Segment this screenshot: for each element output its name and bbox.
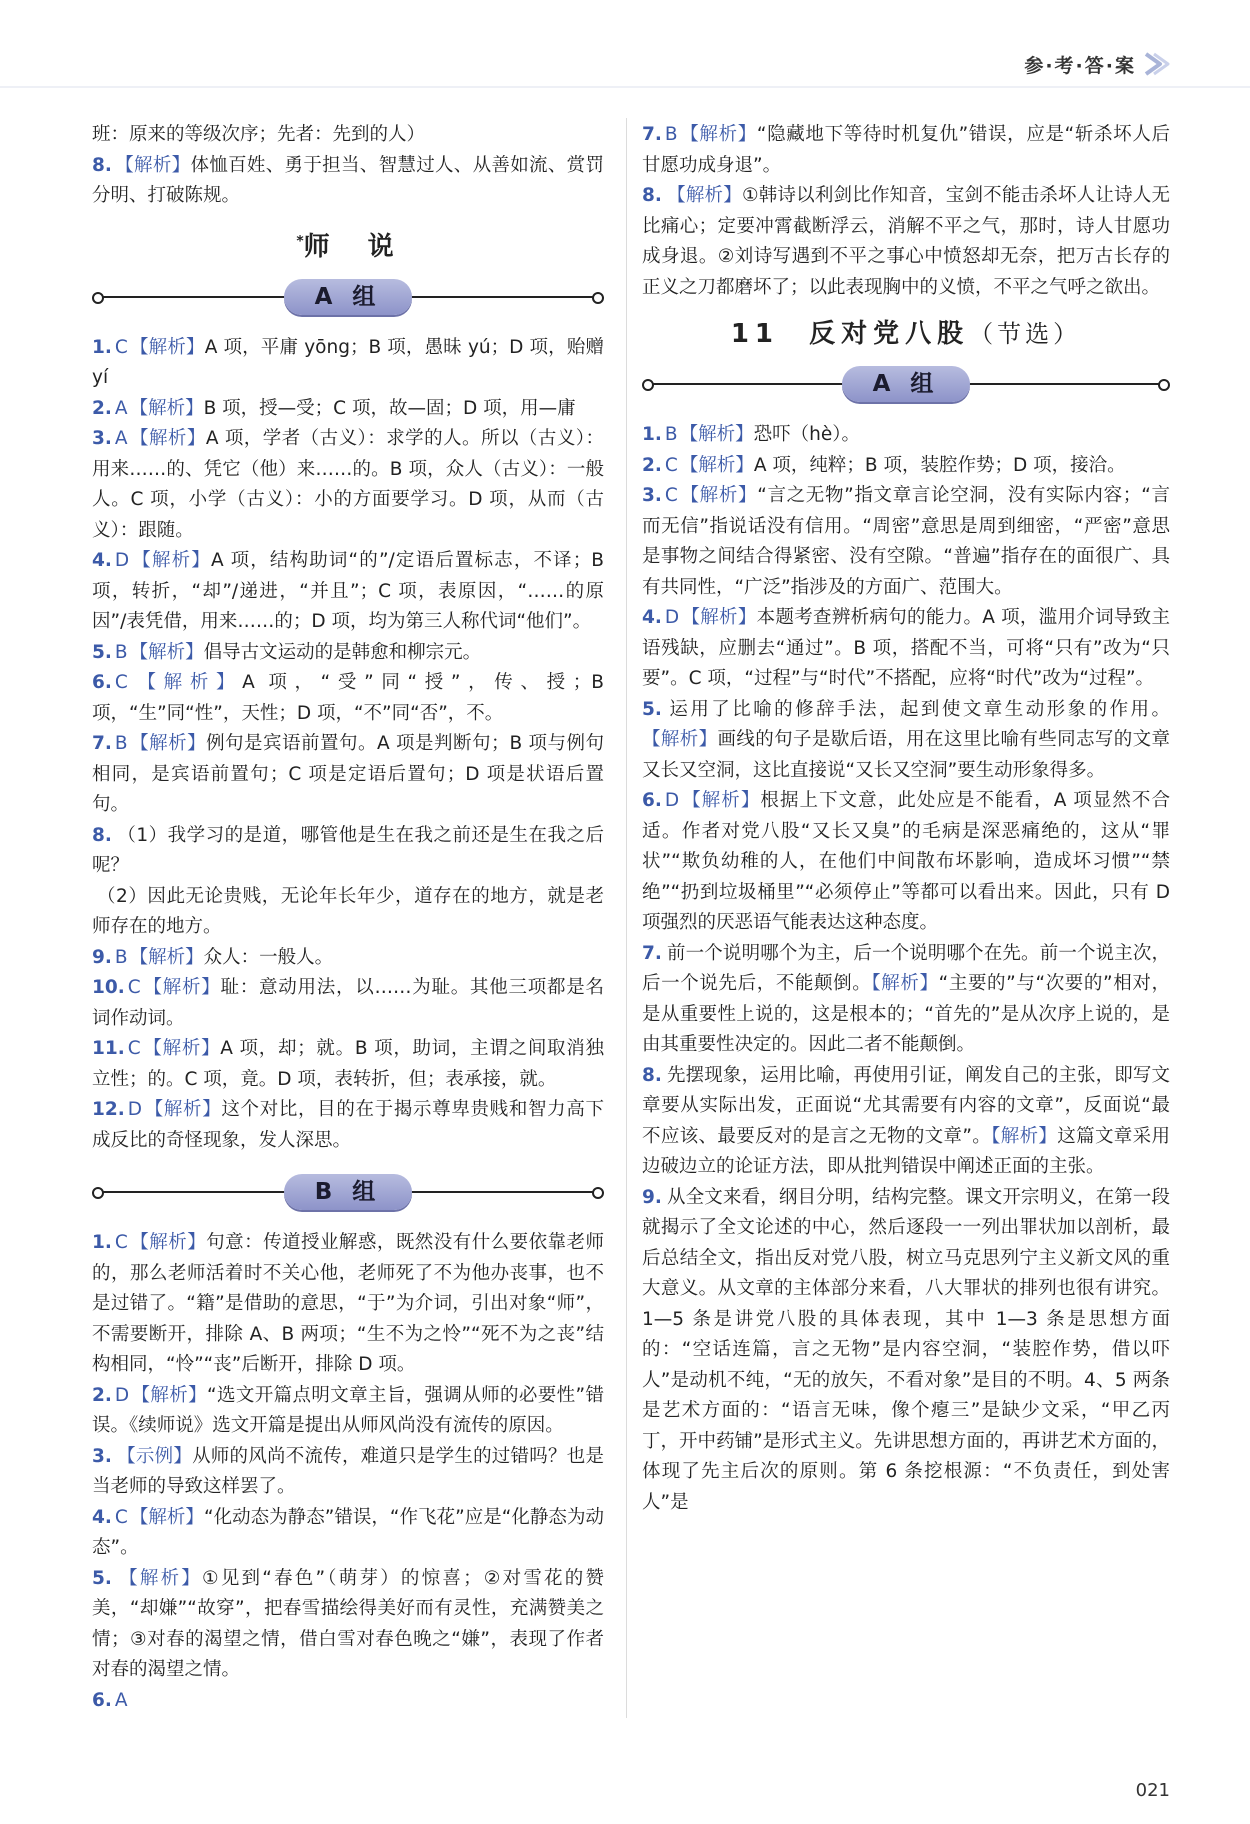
answer-item: 10. C 【解析】耻：意动用法，以……为耻。其他三项都是名词作动词。: [92, 977, 604, 1029]
answer-item: 2. A 【解析】B 项，授—受；C 项，故—固；D 项，用—庸: [92, 397, 576, 419]
answer-item: 5. 运用了比喻的修辞手法，起到使文章生动形象的作用。【解析】画线的句子是歇后语，用在这里比喻有些同志写的文章又长又空洞，这比直接说“又长又空洞”要生动形象得多。: [642, 698, 1170, 781]
chevron-right-icon: [1142, 52, 1172, 76]
answer-item: （2）因此无论贵贱，无论年长年少，道存在的地方，就是老师存在的地方。: [92, 885, 604, 937]
right-top-list: [642, 120, 1170, 303]
answer-item: 1. C 【解析】句意：传道授业解惑，既然没有什么要依靠老师的，那么老师活着时不关心他，老师死了不为他办丧事，也不是过错了。“籍”是借助的意思，“于”为介词，引出对象“师”，不需要断开，排除 A、B 两项；“生不为之怜”“死不为之丧”结构相同，“怜”“丧”后断开，排除 D 项。: [92, 1232, 604, 1375]
group-a-label-11: A 组: [842, 366, 970, 402]
answer-item: 9. 从全文来看，纲目分明，结构完整。课文开宗明义，在第一段就揭示了全文论述的中心，然后逐段一一列出罪状加以剖析，最后总结全文，指出反对党八股，树立马克思列宁主义新文风的重大意义。从文章的主体部分来看，八大罪状的排列也很有讲究。1—5 条是讲党八股的具体表现，其中 1—3 条是思想方面的：“空话连篇，言之无物”是内容空洞，“装腔作势，借以吓人”是动机不纯，“无的放矢，不看对象”是目的不明。4、5 两条是艺术方面的：“语言无味，像个瘪三”是缺少文采，“甲乙丙丁，开中药铺”是形式主义。先讲思想方面的，再讲艺术方面的，体现了先主后次的原则。第 6 条挖根源：“不负责任，到处害人”是: [642, 1186, 1170, 1513]
answer-item: 5. 【解析】①见到“春色”（萌芽）的惊喜；②对雪花的赞美，“却嫌”“故穿”，把春雪描绘得美好而有灵性，充满赞美之情；③对春的渴望之情，借白雪对春色晚之“嫌”，表现了作者对春的渴望之情。: [92, 1567, 604, 1680]
answer-item: 12. D 【解析】这个对比，目的在于揭示尊卑贵贱和智力高下成反比的奇怪现象，发人深思。: [92, 1099, 604, 1151]
answer-item: 11. C 【解析】A 项，却；就。B 项，助词，主谓之间取消独立性；的。C 项，竟。D 项，表转折，但；表承接，就。: [92, 1038, 604, 1090]
answer-item: 4. C 【解析】“化动态为静态”错误，“作飞花”应是“化静态为动态”。: [92, 1506, 604, 1558]
group-a-banner: [92, 275, 604, 319]
column-divider: [626, 118, 627, 1718]
answer-item: 6. A: [92, 1689, 128, 1711]
group-b-label: B 组: [284, 1174, 412, 1210]
answer-item: 8. 【解析】体恤百姓、勇于担当、智慧过人、从善如流、赏罚分明、打破陈规。: [92, 154, 604, 206]
answer-item: 4. D 【解析】本题考查辨析病句的能力。A 项，滥用介词导致主语残缺，应删去“通过”。B 项，搭配不当，可将“只有”改为“只要”。C 项，“过程”与“时代”不搭配，应将“时代”改为“过程”。: [642, 607, 1170, 689]
answer-item: 3. A 【解析】A 项，学者（古义）：求学的人。所以（古义）：用来……的、凭它（他）来……的。B 项，众人（古义）：一般人。C 项，小学（古义）：小的方面要学习。D 项，从而（古义）：跟随。: [92, 428, 604, 541]
answer-item: 9. B 【解析】众人：一般人。: [92, 946, 334, 968]
answer-item: 5. B 【解析】倡导古文运动的是韩愈和柳宗元。: [92, 641, 482, 663]
header-rule: [0, 86, 1250, 88]
answer-item: 8. （1）我学习的是道，哪管他是生在我之前还是生在我之后呢？: [92, 824, 604, 876]
left-group-a-list: [92, 333, 604, 1157]
right-column: [642, 120, 1170, 1518]
left-column: [92, 120, 604, 1716]
answer-item: 3. 【示例】从师的风尚不流传，难道只是学生的过错吗？也是当老师的导致这样罢了。: [92, 1445, 604, 1497]
header-title: 参·考·答·案: [1024, 54, 1136, 77]
group-a-banner-11: [642, 362, 1170, 406]
answer-item: 6. D 【解析】根据上下文意，此处应是不能看，A 项显然不合适。作者对党八股“又长又臭”的毛病是深恶痛绝的，这从“罪状”“欺负幼稚的人，在他们中间散布坏影响，造成坏习惯”“禁绝”“扔到垃圾桶里”“必须停止”等都可以看出来。因此，只有 D 项强烈的厌恶语气能表达这种态度。: [642, 790, 1170, 933]
answer-item: 2. D 【解析】“选文开篇点明文章主旨，强调从师的必要性”错误。《续师说》选文开篇是提出从师风尚没有流传的原因。: [92, 1384, 604, 1436]
answer-item: 6. C 【解析】A 项，“受”同“授”，传、授；B 项，“生”同“性”，天性；D 项，“不”同“否”，不。: [92, 672, 604, 724]
section-title-11: 11 反对党八股（节选）: [730, 319, 1082, 349]
answer-item: 7. 前一个说明哪个为主，后一个说明哪个在先。前一个说主次，后一个说先后，不能颠倒。【解析】“主要的”与“次要的”相对，是从重要性上说的，这是根本的；“首先的”是从次序上说的，是由其重要性决定的。因此二者不能颠倒。: [642, 942, 1170, 1055]
answer-item: 2. C 【解析】A 项，纯粹；B 项，装腔作势；D 项，接洽。: [642, 454, 1126, 476]
page-number: 021: [1135, 1780, 1170, 1801]
continued-line: 班：原来的等级次序；先者：先到的人）: [92, 124, 426, 145]
answer-item: 8. 【解析】①韩诗以利剑比作知音，宝剑不能击杀坏人让诗人无比痛心；定要冲霄截断浮云，消解不平之气，那时，诗人甘愿功成身退。②刘诗写遇到不平之事心中愤怒却无奈，把万古长存的正义之刀都磨坏了；以此表现胸中的义愤，不平之气呼之欲出。: [642, 185, 1170, 298]
answer-item: 8. 先摆现象，运用比喻，再使用引证，阐发自己的主张，即写文章要从实际出发，正面说“尤其需要有内容的文章”，反面说“最不应该、最要反对的是言之无物的文章”。【解析】这篇文章采用边破边立的论证方法，即从批判错误中阐述正面的主张。: [642, 1064, 1170, 1177]
group-b-banner: [92, 1170, 604, 1214]
left-group-b-list: [92, 1228, 604, 1716]
page-header: [1024, 52, 1172, 76]
answer-item: 4. D 【解析】A 项，结构助词“的”/定语后置标志，不译；B 项，转折，“却”/递进，“并且”；C 项，表原因，“……的原因”/表凭借，用来……的；D 项，均为第三人称代词“他们”。: [92, 550, 604, 632]
answer-item: 1. B 【解析】恐吓（hè）。: [642, 424, 860, 445]
answer-item: 1. C 【解析】A 项，平庸 yōng；B 项，愚昧 yú；D 项，贻赠 yí: [92, 336, 604, 388]
group-a-label: A 组: [284, 279, 412, 315]
right-group-a-list: [642, 420, 1170, 1518]
answer-item: 3. C 【解析】“言之无物”指文章言论空洞，没有实际内容；“言而无信”指说话没有信用。“周密”意思是周到细密，“严密”意思是事物之间结合得紧密、没有空隙。“普遍”指存在的面很广、具有共同性，“广泛”指涉及的方面广、范围大。: [642, 485, 1170, 598]
section-title: *师 说: [296, 231, 400, 262]
answer-item: 7. B 【解析】例句是宾语前置句。A 项是判断句；B 项与例句相同，是宾语前置句；C 项是定语后置句；D 项是状语后置句。: [92, 733, 604, 815]
answer-item: 7. B 【解析】“隐藏地下等待时机复仇”错误，应是“斩杀坏人后甘愿功成身退”。: [642, 124, 1170, 176]
